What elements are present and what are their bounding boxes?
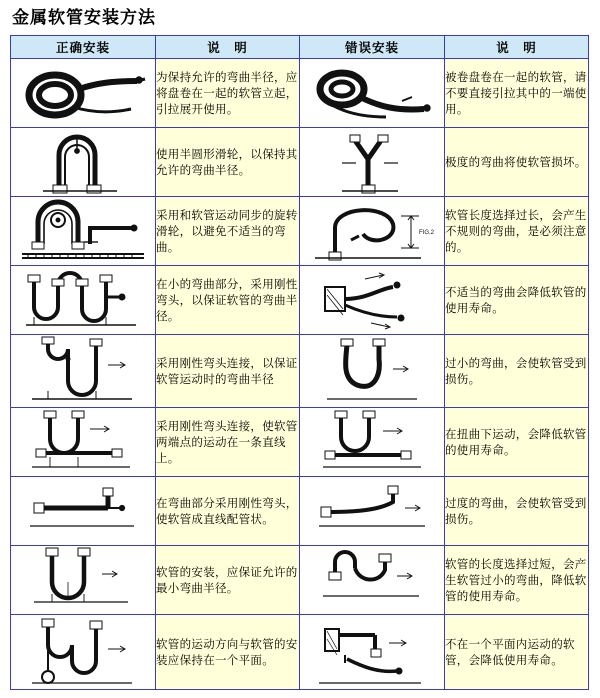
description-correct: 软管的安装，应保证允许的最小弯曲半径。 xyxy=(156,546,300,615)
column-header-wrong-install: 错误安装 xyxy=(300,36,445,59)
figure-coiled-hose-standing-upright xyxy=(11,59,156,128)
description-wrong: 软管的长度选择过短，会产生软管过小的弯曲，降低软管的使用寿命。 xyxy=(445,546,589,615)
figure-hose-too-long-irregular-bend xyxy=(300,197,445,266)
description-correct: 采用刚性弯头连接，以保证软管运动时的弯曲半径 xyxy=(156,335,300,408)
table-row xyxy=(11,197,589,266)
table-row xyxy=(11,408,589,477)
description-correct: 在小的弯曲部分，采用刚性弯头，以保证软管的弯曲半径。 xyxy=(156,266,300,335)
description-wrong: 软管长度选择过长，会产生不规则的弯曲，是必须注意的。 xyxy=(445,197,589,266)
table-header-row xyxy=(11,36,589,59)
table-row xyxy=(11,266,589,335)
figure-hose-over-semicircular-guide-pulley xyxy=(11,128,156,197)
description-wrong: 极度的弯曲将使软管损坏。 xyxy=(445,128,589,197)
description-correct: 使用半圆形滑轮，以保持其允许的弯曲半径。 xyxy=(156,128,300,197)
figure-improper-bend-reduces-life-with-arrows xyxy=(300,266,445,335)
description-correct: 软管的运动方向与软管的安装应保持在一个平面。 xyxy=(156,615,300,690)
description-wrong: 过度的弯曲，会使软管受到损伤。 xyxy=(445,477,589,546)
column-header-correct-description: 说 明 xyxy=(156,36,300,59)
hose-installation-table xyxy=(10,35,589,690)
figure-too-small-bend-radius-u-shape xyxy=(300,335,445,408)
figure-hose-with-synchronized-rotating-pulley-on-chain xyxy=(11,197,156,266)
page-title: 金属软管安装方法 xyxy=(12,8,156,28)
description-wrong: 不在一个平面内运动的软管，会降低使用寿命。 xyxy=(445,615,589,690)
figure-rigid-bend-connection-u-shape xyxy=(11,335,156,408)
figure-hose-twisted-while-moving xyxy=(300,408,445,477)
figure-hose-installed-with-minimum-allowed-bend-radius xyxy=(11,546,156,615)
description-wrong: 在扭曲下运动，会降低软管的使用寿命。 xyxy=(445,408,589,477)
table-row xyxy=(11,477,589,546)
svg-text:FIG.2: FIG.2 xyxy=(419,230,435,236)
figure-coiled-hose-pulled-from-one-end xyxy=(300,59,445,128)
figure-hose-motion-direction-in-same-plane-as-mounting xyxy=(11,615,156,690)
figure-rigid-elbow-straight-pipe-layout xyxy=(11,477,156,546)
figure-hose-moving-out-of-plane xyxy=(300,615,445,690)
figure-hose-sharply-folded-at-pulley xyxy=(300,128,445,197)
figure-rigid-elbow-at-small-bend-section xyxy=(11,266,156,335)
table-row xyxy=(11,615,589,690)
description-correct: 采用和软管运动同步的旋转滑轮，以避免不适当的弯曲。 xyxy=(156,197,300,266)
table-row xyxy=(11,546,589,615)
table-row xyxy=(11,59,589,128)
description-wrong: 过小的弯曲，会使软管受到损伤。 xyxy=(445,335,589,408)
table-row xyxy=(11,335,589,408)
column-header-wrong-description: 说 明 xyxy=(445,36,589,59)
description-correct: 为保持允许的弯曲半径，应将盘卷在一起的软管立起，引拉展开使用。 xyxy=(156,59,300,128)
description-wrong: 不适当的弯曲会降低软管的使用寿命。 xyxy=(445,266,589,335)
figure-hose-too-long-small-bend-radius xyxy=(300,546,445,615)
figure-excessive-bend-damages-hose xyxy=(300,477,445,546)
description-correct: 采用刚性弯头连接，使软管两端点的运动在一条直线上。 xyxy=(156,408,300,477)
column-header-correct-install: 正确安装 xyxy=(11,36,156,59)
figure-rigid-elbows-both-ends-straight-line-motion xyxy=(11,408,156,477)
description-wrong: 被卷盘卷在一起的软管，请不要直接引拉其中的一端使用。 xyxy=(445,59,589,128)
table-row xyxy=(11,128,589,197)
description-correct: 在弯曲部分采用刚性弯头，使软管成直线配管状。 xyxy=(156,477,300,546)
